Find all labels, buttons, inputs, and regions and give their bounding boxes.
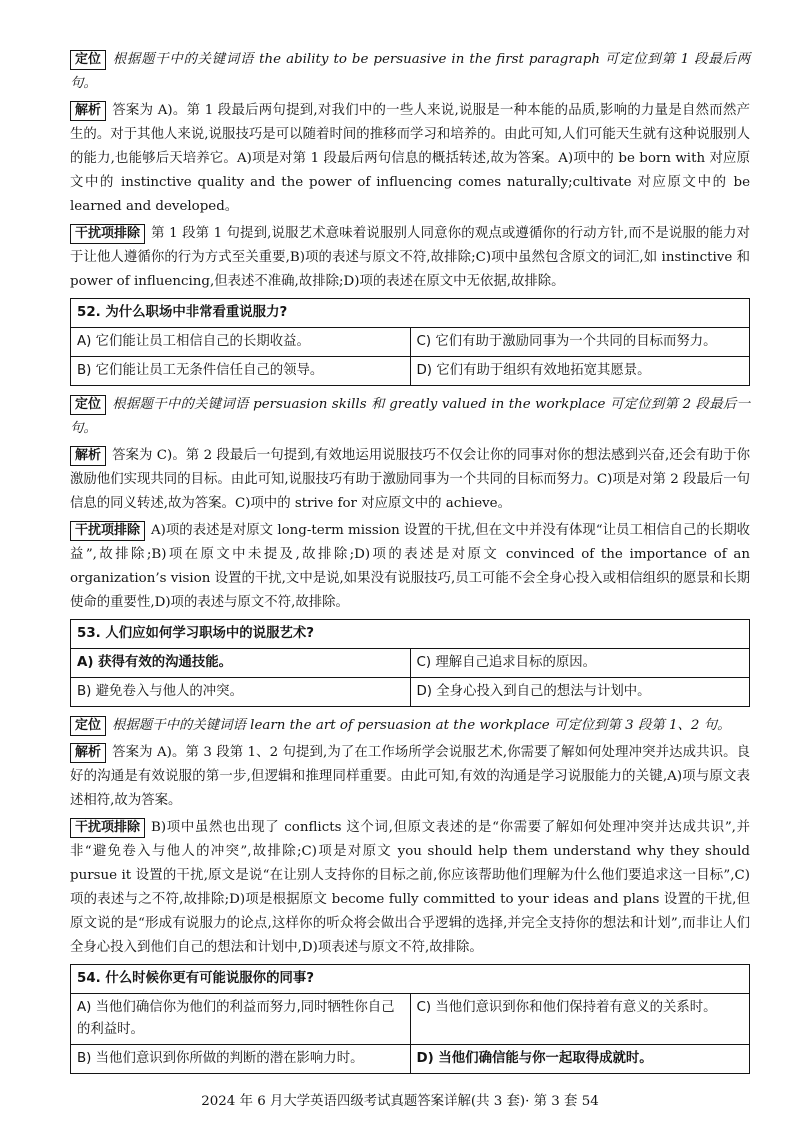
distractor-paragraph-53 [70, 816, 750, 960]
analysis-paragraph-52 [70, 444, 750, 516]
analysis-paragraph-53 [70, 741, 750, 813]
distractor-text: B)项中虽然也出现了 conflicts 这个词,但原文表述的是“你需要了解如何处理冲突并达成共识”,并非“避免卷入与他人的冲突”,故排除;C)项是对原文 you should help them understand why they should pursue it 设置的干扰,原文是说“在让别人支持你的目标之前,你应该帮助他们理解为什么他们要追求这一目标”,C)项的表述与之不符,故排除;D)项是根据原文 become fully committed to your ideas and plans 设置的干扰,但原文说的是“形成有说服力的论点,这样你的听众将会做出合乎逻辑的选择,并完全支持你的想法和计划”,而非让人们全身心投入到他们自己的想法和计划中,D)项表述与原文不符,故排除。 [70, 820, 750, 955]
option-c: C) 它们有助于激励同事为一个共同的目标而努力。 [410, 328, 750, 357]
option-a: A) 它们能让员工相信自己的长期收益。 [71, 328, 411, 357]
distractor-label: 干扰项排除 [70, 224, 145, 244]
option-a: A) 获得有效的沟通技能。 [71, 649, 411, 678]
locate-paragraph-52 [70, 393, 750, 441]
option-a: A) 当他们确信你为他们的利益而努力,同时牺牲你自己的利益时。 [71, 994, 411, 1045]
locate-text: 根据题干中的关键词语 the ability to be persuasive in the first paragraph 可定位到第 1 段最后两句。 [70, 52, 750, 91]
analysis-label: 解析 [70, 101, 106, 121]
distractor-label: 干扰项排除 [70, 818, 145, 838]
locate-text: 根据题干中的关键词语 learn the art of persuasion at the workplace 可定位到第 3 段第 1、2 句。 [112, 718, 731, 733]
analysis-text: 答案为 A)。第 3 段第 1、2 句提到,为了在工作场所学会说服艺术,你需要了解如何处理冲突并达成共识。良好的沟通是有效说服的第一步,但逻辑和推理同样重要。由此可知,有效的沟通是学习说服能力的关键,A)项与原文表述相符,故为答案。 [70, 745, 750, 808]
question-title: 53. 人们应如何学习职场中的说服艺术? [71, 620, 750, 649]
distractor-paragraph-51 [70, 222, 750, 294]
option-d: D) 全身心投入到自己的想法与计划中。 [410, 678, 750, 707]
analysis-text: 答案为 C)。第 2 段最后一句提到,有效地运用说服技巧不仅会让你的同事对你的想法感到兴奋,还会有助于你激励他们实现共同的目标。由此可知,说服技巧有助于激励同事为一个共同的目标而努力。C)项是对第 2 段最后一句信息的同义转述,故为答案。C)项中的 strive for 对应原文中的 achieve。 [70, 448, 750, 511]
question-table-53 [70, 619, 750, 707]
analysis-text: 答案为 A)。第 1 段最后两句提到,对我们中的一些人来说,说服是一种本能的品质,影响的力量是自然而然产生的。对于其他人来说,说服技巧是可以随着时间的推移而学习和培养的。由此可知,人们可能天生就有这种说服别人的能力,也能够后天培养它。A)项是对第 1 段最后两句信息的概括转述,故为答案。A)项中的 be born with 对应原文中的 instinctive quality and the power of influencing comes naturally;cultivate 对应原文中的 be learned and developed。 [70, 103, 750, 214]
analysis-paragraph-51 [70, 99, 750, 219]
locate-paragraph-51 [70, 48, 750, 96]
page-footer: 2024 年 6 月大学英语四级考试真题答案详解(共 3 套)· 第 3 套 54 [201, 1094, 599, 1109]
locate-paragraph-53 [70, 714, 750, 738]
locate-text: 根据题干中的关键词语 persuasion skills 和 greatly valued in the workplace 可定位到第 2 段最后一句。 [70, 397, 750, 436]
locate-label: 定位 [70, 716, 106, 736]
option-b: B) 当他们意识到你所做的判断的潜在影响力时。 [71, 1045, 411, 1074]
question-title: 54. 什么时候你更有可能说服你的同事? [71, 965, 750, 994]
distractor-paragraph-52 [70, 519, 750, 615]
distractor-label: 干扰项排除 [70, 521, 145, 541]
option-d: D) 当他们确信能与你一起取得成就时。 [410, 1045, 750, 1074]
question-table-52 [70, 298, 750, 386]
option-b: B) 它们能让员工无条件信任自己的领导。 [71, 357, 411, 386]
locate-label: 定位 [70, 395, 106, 415]
question-title: 52. 为什么职场中非常看重说服力? [71, 299, 750, 328]
question-table-54 [70, 964, 750, 1074]
analysis-label: 解析 [70, 446, 106, 466]
locate-label: 定位 [70, 50, 106, 70]
option-b: B) 避免卷入与他人的冲突。 [71, 678, 411, 707]
option-c: C) 理解自己追求目标的原因。 [410, 649, 750, 678]
analysis-label: 解析 [70, 743, 106, 763]
option-c: C) 当他们意识到你和他们保持着有意义的关系时。 [410, 994, 750, 1045]
distractor-text: A)项的表述是对原文 long-term mission 设置的干扰,但在文中并没有体现“让员工相信自己的长期收益”,故排除;B)项在原文中未提及,故排除;D)项的表述是对原文 convinced of the importance of an organization’s vision 设置的干扰,文中是说,如果没有说服技巧,员工可能不会全身心投入或相信组织的愿景和长期使命的重要性,D)项的表述与原文不符,故排除。 [70, 523, 750, 610]
option-d: D) 它们有助于组织有效地拓宽其愿景。 [410, 357, 750, 386]
distractor-text: 第 1 段第 1 句提到,说服艺术意味着说服别人同意你的观点或遵循你的行动方针,而不是说服的能力对于让他人遵循你的行为方式至关重要,B)项的表述与原文不符,故排除;C)项中虽然包含原文的词汇,如 instinctive 和 power of influencing,但表述不准确,故排除;D)项的表述在原文中无依据,故排除。 [70, 226, 750, 289]
content [70, 48, 750, 1081]
